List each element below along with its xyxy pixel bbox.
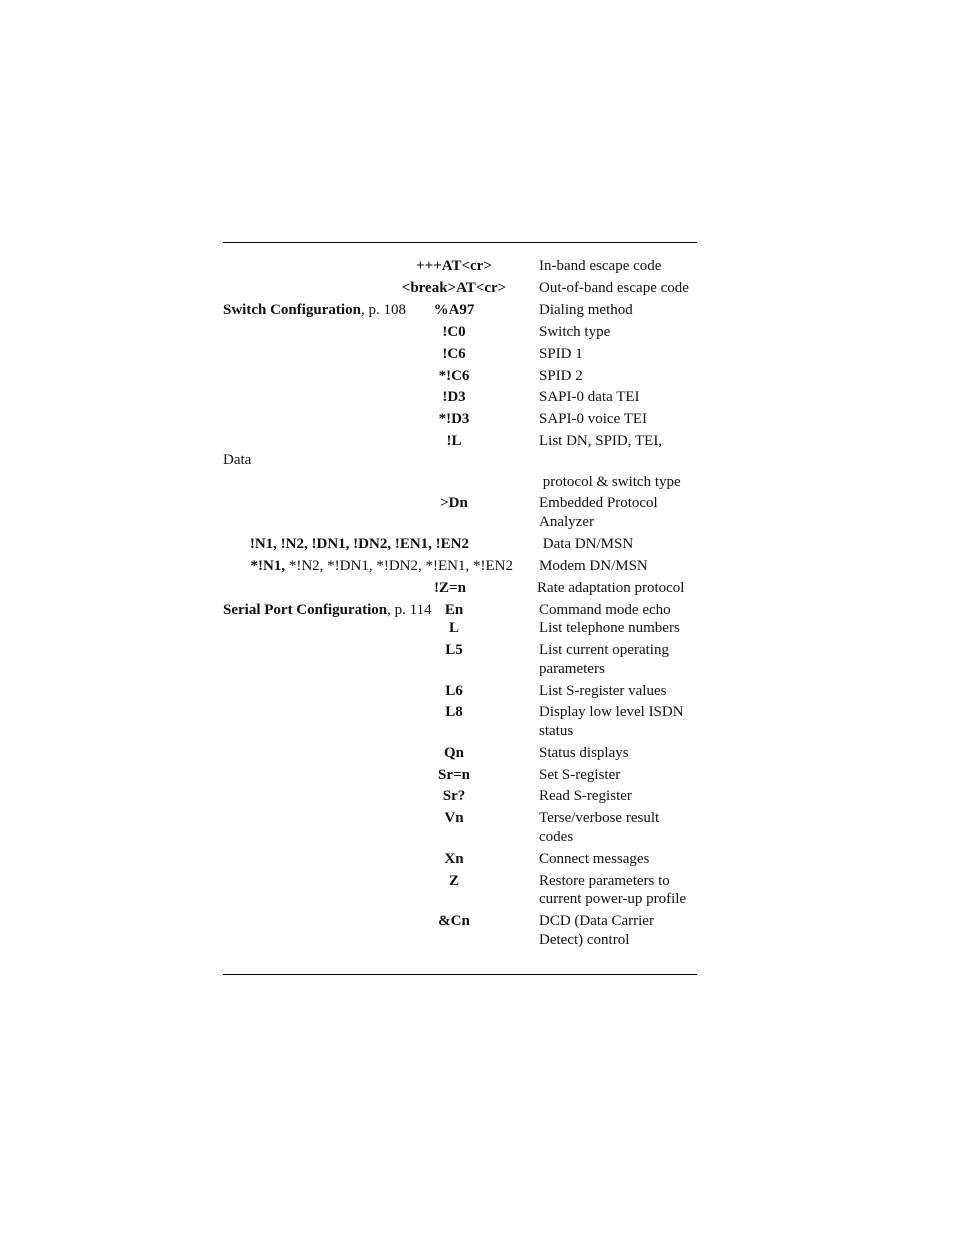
section-title: Switch Configuration [223, 302, 361, 318]
description: Connect messages [539, 851, 650, 867]
description: Embedded Protocol [539, 495, 658, 511]
description: SPID 1 [539, 346, 583, 362]
description: DCD (Data Carrier [539, 913, 654, 929]
description: Switch type [539, 324, 611, 340]
page-reference: , p. 114 [387, 602, 432, 618]
description-continued: codes [539, 829, 574, 845]
description: Dialing method [539, 302, 633, 318]
description: SAPI-0 data TEI [539, 389, 640, 405]
description-continued: status [539, 723, 574, 739]
description: Rate adaptation protocol [537, 580, 685, 596]
section-title: Serial Port Configuration [223, 602, 388, 618]
description: List current operating [539, 642, 669, 658]
description: Status displays [539, 745, 629, 761]
description: Modem DN/MSN [539, 558, 648, 574]
description-continued: Detect) control [539, 932, 630, 948]
description: List telephone numbers [539, 620, 680, 636]
page-reference: , p. 108 [360, 302, 406, 318]
section-data: Data [223, 452, 252, 468]
top-rule [223, 242, 697, 243]
description: Command mode echo [539, 602, 671, 618]
description: List DN, SPID, TEI, [539, 433, 663, 449]
description: SPID 2 [539, 368, 583, 384]
description: List S-register values [539, 683, 667, 699]
description: Data DN/MSN [539, 536, 634, 552]
description: Terse/verbose result [539, 810, 660, 826]
command-group: *!N1, *!N2, *!DN1, *!DN2, *!EN1, *!EN2 [250, 558, 513, 574]
command-group: !N1, !N2, !DN1, !DN2, !EN1, !EN2 [249, 536, 469, 552]
section-serial-port-configuration [223, 601, 432, 619]
description: In-band escape code [539, 258, 662, 274]
description: Set S-register [539, 767, 621, 783]
description: Read S-register [539, 788, 632, 804]
description: Out-of-band escape code [539, 280, 689, 296]
description-continued: current power-up profile [539, 891, 687, 907]
description: Restore parameters to [539, 873, 670, 889]
section-switch-configuration [223, 301, 406, 319]
bottom-rule [223, 974, 697, 975]
description: SAPI-0 voice TEI [539, 411, 648, 427]
description: protocol & switch type [539, 474, 681, 490]
description: Display low level ISDN [539, 704, 684, 720]
description-continued: parameters [539, 661, 605, 677]
description-continued: Analyzer [539, 514, 594, 530]
